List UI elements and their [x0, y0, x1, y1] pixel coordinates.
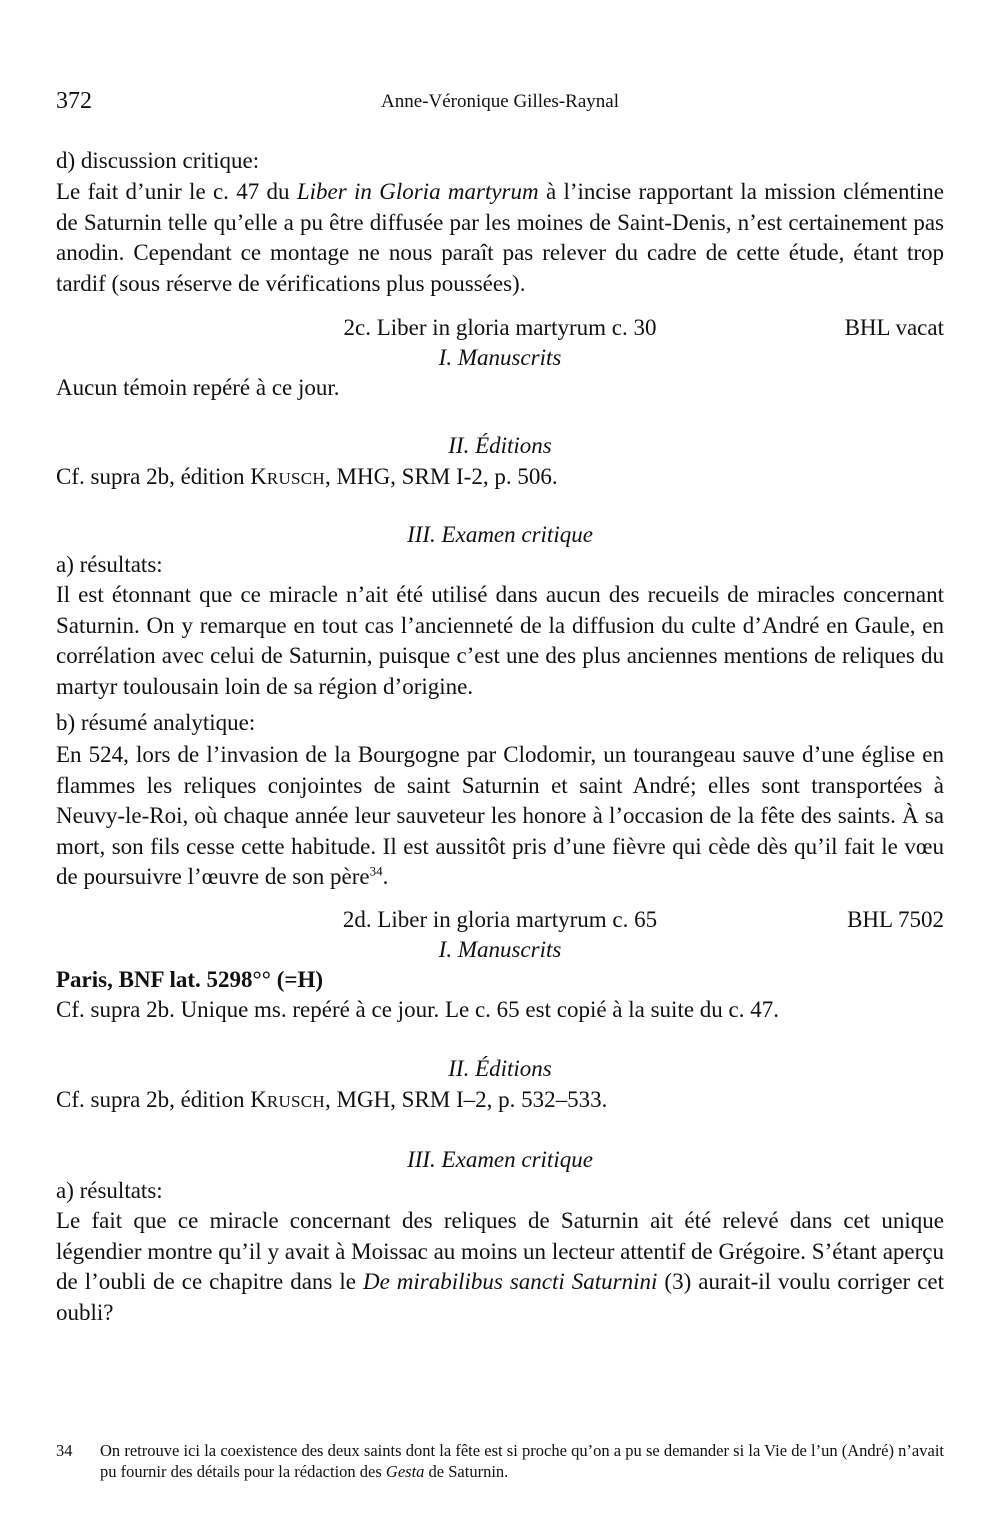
section-2c-editions-text — [56, 462, 944, 495]
footnote-text — [100, 1440, 944, 1482]
running-header-author: Anne-Véronique Gilles-Raynal — [381, 91, 619, 112]
section-2c-exam-heading: III. Examen critique — [407, 522, 593, 547]
section-2c-summary-body: En 524, lors de l’invasion de la Bourgogne par Clodomir, un tourangeau sauve d’une église en flammes les reliques conjointes de saint Saturnin et saint André; elles sont transportées à Neuvy-le-Roi, où chaque année leur sauveteur les honore à l’occasion de la fête des saints. À sa mort, son fils cesse cette habitude. Il est aussitôt pris d’une fièvre qui cède dès qu’il fait le vœu de poursuivre l’œuvre de son père — [56, 742, 944, 889]
footnote-number: 34 — [56, 1441, 73, 1460]
section-2d-results-label: a) résultats: — [56, 1178, 163, 1203]
section-d-work-title: Liber in Gloria martyrum — [296, 179, 539, 204]
footnote-34 — [56, 1440, 944, 1482]
section-2d-title-text: 2d. Liber in gloria martyrum c. 65 — [342, 907, 658, 932]
page-number: 372 — [56, 88, 92, 114]
section-2c-summary-end: . — [382, 864, 389, 889]
section-2d-editions-pre: Cf. supra 2b, édition — [56, 1087, 251, 1112]
section-2d-manuscripts-heading: I. Manuscrits — [438, 937, 562, 962]
section-d-text-1: Le fait d’unir le c. 47 du — [56, 179, 297, 204]
section-2c-editions-heading: II. Éditions — [448, 433, 552, 458]
section-2c-bhl: BHL vacat — [844, 315, 944, 340]
section-2c-summary-label: b) résumé analytique: — [56, 710, 256, 735]
footnote-work-title: Gesta — [385, 1462, 425, 1481]
section-2c-title — [56, 313, 944, 344]
section-2d-ms-title: Paris, BNF lat. 5298°° (=H) — [56, 967, 324, 992]
section-2c-results-label: a) résultats: — [56, 552, 163, 577]
section-d-label: d) discussion critique: — [56, 148, 260, 173]
section-2c-editions-pre: Cf. supra 2b, édition — [56, 464, 251, 489]
section-d-text-2: à l’incise rapportant la mission clémentine de Saturnin telle qu’elle a pu être diffusée par les moines de Saint-Denis, n’est certainement pas anodin. Cependant ce montage ne nous paraît pas relever du cadre de cette étude, étant trop tardif (sous réserve de vérifications plus poussées). — [56, 179, 944, 296]
footnote-ref-34[interactable]: 34 — [369, 863, 383, 879]
section-2d-work-title: De mirabilibus sancti Saturnini — [362, 1269, 658, 1294]
section-2d-exam-heading: III. Examen critique — [407, 1147, 593, 1172]
footnote-text-pre: On retrouve ici la coexistence des deux saints dont la fête est si proche qu’on a pu se demander si la Vie de l’un (André) n’avait pu fournir des détails pour la rédaction des — [100, 1441, 944, 1481]
section-2d-results-text-1: Le fait que ce miracle concernant des reliques de Saturnin ait été relevé dans cet unique légendier montre qu’il y avait à Moissac au moins un lecteur attentif de Grégoire. S’étant aperçu de l’oubli de ce chapitre dans le — [56, 1208, 944, 1294]
section-2d-editions-text — [56, 1085, 944, 1118]
section-2d-editor-cap: K — [250, 1087, 267, 1112]
section-2d-title — [56, 905, 944, 936]
section-2d-ms-text: Cf. supra 2b. Unique ms. repéré à ce jour. Le c. 65 est copié à la suite du c. 47. — [56, 997, 779, 1022]
section-2c-editor-cap: K — [250, 464, 267, 489]
section-2d-editions-heading: II. Éditions — [448, 1056, 552, 1081]
section-2d-editions-post: , MGH, SRM I–2, p. 532–533. — [325, 1087, 608, 1112]
section-2c-manuscripts-text: Aucun témoin repéré à ce jour. — [56, 375, 340, 400]
section-2c-manuscripts-heading: I. Manuscrits — [438, 345, 562, 370]
section-2d-results-text-2: (3) aurait-il voulu corriger cet oubli? — [56, 1269, 944, 1325]
section-2c-summary-text — [56, 740, 944, 893]
section-2d-results-text — [56, 1206, 944, 1328]
section-2c-results-text: Il est étonnant que ce miracle n’ait été utilisé dans aucun des recueils de miracles concernant Saturnin. On y remarque en tout cas l’ancienneté de la diffusion du culte d’André en Gaule, en corrélation avec celui de Saturnin, puisque c’est une des plus anciennes mentions de reliques du martyr toulousain loin de sa région d’origine. — [56, 582, 944, 699]
section-d-paragraph — [56, 177, 944, 299]
section-2d-bhl: BHL 7502 — [847, 907, 944, 932]
section-2c-title-text: 2c. Liber in gloria martyrum c. 30 — [343, 315, 657, 340]
section-2c-editions-post: , MHG, SRM I-2, p. 506. — [325, 464, 558, 489]
footnote-text-post: de Saturnin. — [424, 1462, 509, 1481]
section-2d-editor-rest: RUSCH — [266, 1092, 326, 1111]
section-2c-editor-rest: RUSCH — [266, 469, 326, 488]
